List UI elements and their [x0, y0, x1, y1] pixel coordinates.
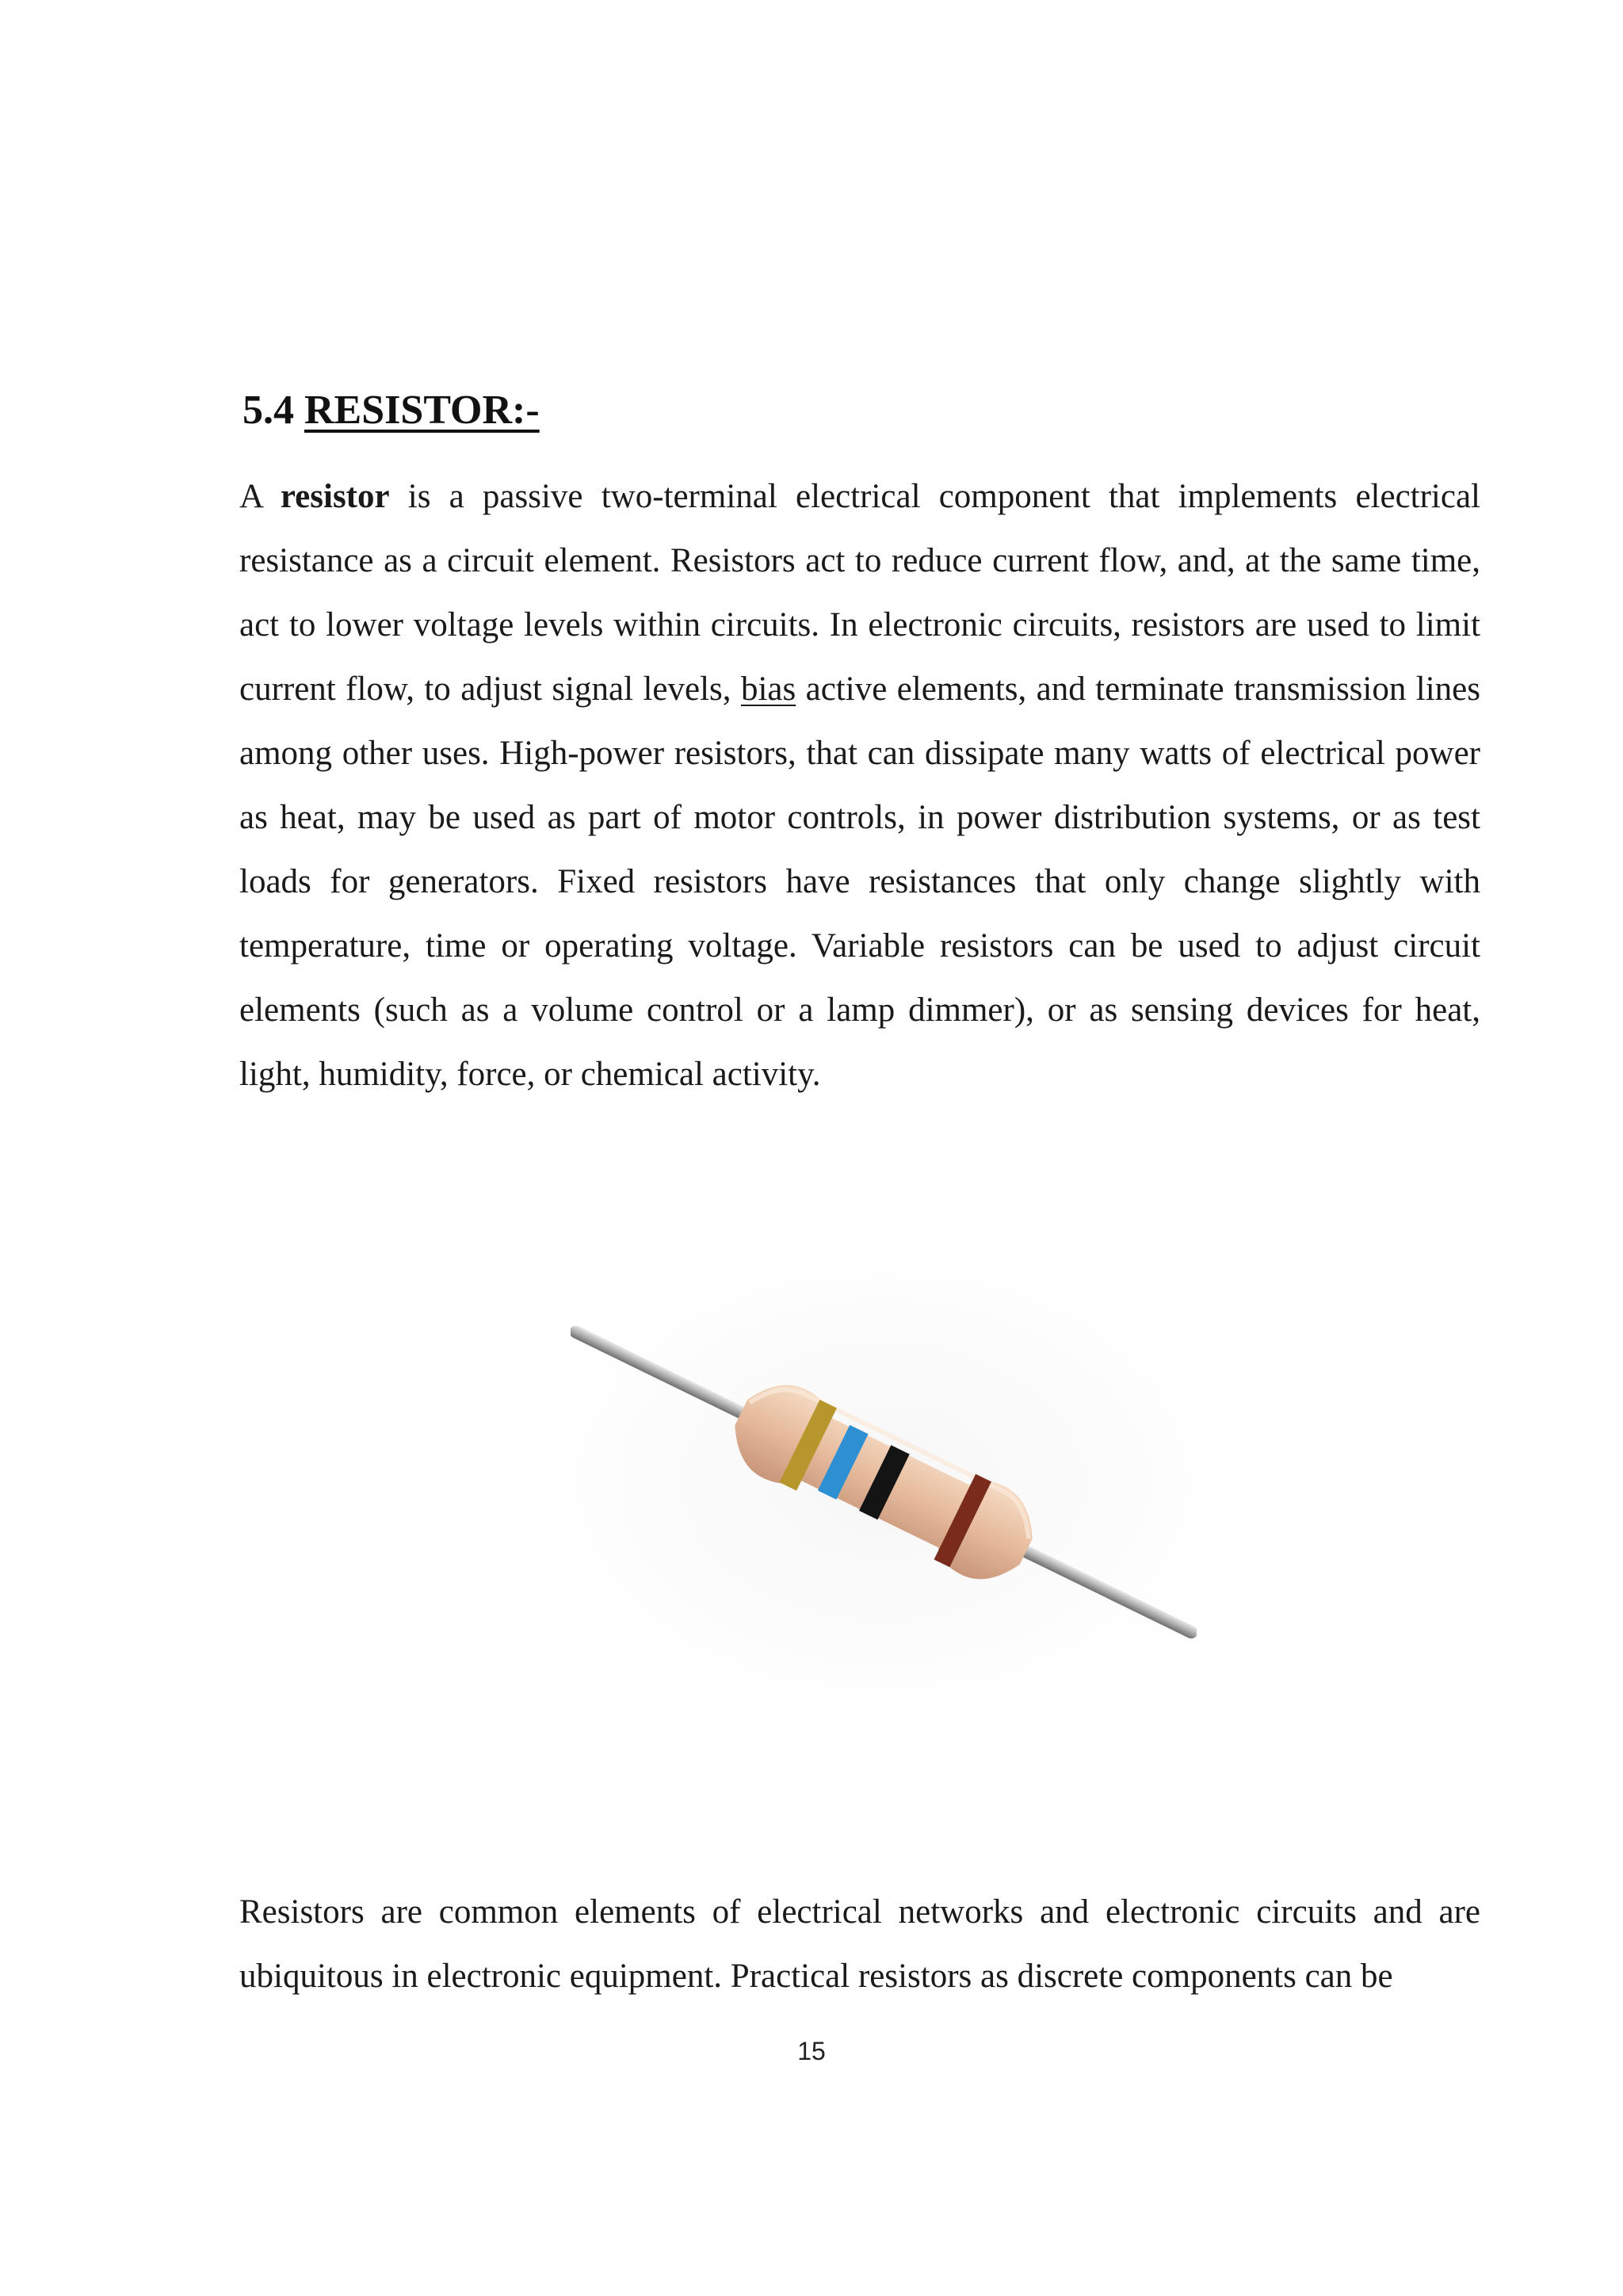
section-heading	[242, 379, 540, 442]
resistor-figure	[571, 1268, 1197, 1696]
section-title: RESISTOR:-	[304, 388, 540, 433]
page-number: 15	[797, 2037, 826, 2065]
bias-link[interactable]: bias	[740, 670, 796, 708]
resistor-illustration	[571, 1268, 1197, 1696]
resistor-term: resistor	[280, 478, 390, 515]
intro-paragraph	[239, 464, 1480, 1106]
closing-paragraph: Resistors are common elements of electrical networks and electronic circuits and are ubiquitous in electronic equipment. Practical resistors as discrete components can be	[239, 1893, 1480, 1995]
paragraph-lead: A	[239, 478, 281, 515]
paragraph-text-part2: active elements, and terminate transmission lines among other uses. High-power resistors, that can dissipate many watts of electrical power as heat, may be used as part of motor controls, in power distribution systems, or as test loads for generators. Fixed resistors have resistances that only change slightly with temperature, time or operating voltage. Variable resistors can be used to adjust circuit elements (such as a volume control or a lamp dimmer), or as sensing devices for heat, light, humidity, force, or chemical activity.	[239, 670, 1480, 1093]
section-number: 5.4	[242, 388, 294, 433]
paragraph-text-part1: is a passive two-terminal electrical component that implements electrical resistance as a circuit element. Resistors act to reduce current flow, and, at the same time, act to lower voltage levels within circuits. In electronic circuits, resistors are used to limit current flow, to adjust signal levels,	[239, 478, 1480, 708]
